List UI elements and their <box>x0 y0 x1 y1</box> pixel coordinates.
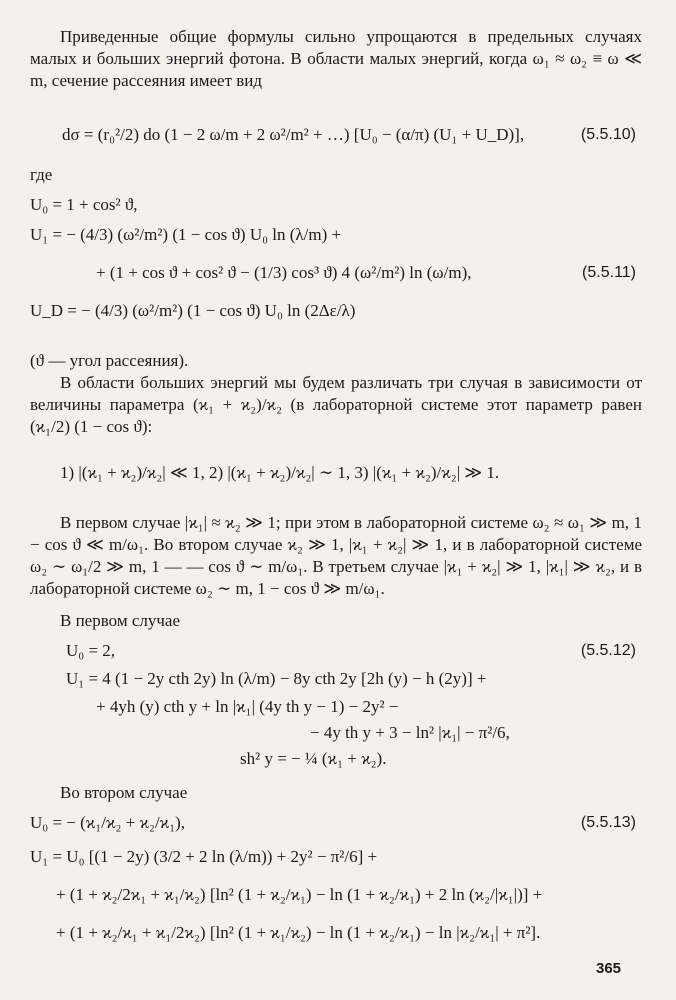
equation-5-5-11-u1: U₁ = − (4/3) (ω²/m²) (1 − cos ϑ) U₀ ln (λ/m) + <box>30 225 342 244</box>
equation-5-5-12-sh: sh² y = − ¼ (ϰ₁ + ϰ₂). <box>240 749 387 768</box>
equation-5-5-11-u1-cont: + (1 + cos ϑ + cos² ϑ − (1/3) cos³ ϑ) 4 (ω²/m²) ln (ω/m), <box>96 263 472 282</box>
first-case-heading: В первом случае <box>60 611 180 630</box>
equation-5-5-13-u0: U₀ = − (ϰ₁/ϰ₂ + ϰ₂/ϰ₁), <box>30 813 186 832</box>
equation-number-5-5-10: (5.5.10) <box>580 126 636 143</box>
equation-5-5-13-u1: U₁ = U₀ [(1 − 2y) (3/2 + 2 ln (λ/m)) + 2y² − π²/6] + <box>30 847 378 866</box>
equation-5-5-12-u0: U₀ = 2, <box>66 641 116 660</box>
high-energy-paragraph: В области больших энергий мы будем различать три случая в зависимости от величины параметра (ϰ₁ + ϰ₂)/ϰ₂ (в лабораторной системе этот параметр равен (ϰ₁/2) (1 − cos ϑ): <box>30 373 642 436</box>
equation-number-5-5-12: (5.5.12) <box>580 642 636 659</box>
theta-note: (ϑ — угол рассеяния). <box>30 351 189 370</box>
where-word: где <box>30 165 53 184</box>
equation-number-5-5-13: (5.5.13) <box>580 814 636 831</box>
equation-5-5-11-ud: U_D = − (4/3) (ω²/m²) (1 − cos ϑ) U₀ ln (2Δε/λ) <box>30 301 356 320</box>
cases-paragraph: В первом случае |ϰ₁| ≈ ϰ₂ ≫ 1; при этом в лабораторной системе ω₂ ≈ ω₁ ≫ m, 1 − cos ϑ ≪ m/ω₁. Во втором случае ϰ₂ ≫ 1, |ϰ₁ + ϰ₂| ≫ 1, и в лабораторной системе ω₂ ∼ ω₁/2 ≫ m, 1 — — cos ϑ ∼ m/ω₁. В третьем случае |ϰ₁ + ϰ₂| ≫ 1, |ϰ₁| ≫ ϰ₂, и в лабораторной системе ω₂ ∼ m, 1 − cos ϑ ≫ m/ω₁. <box>30 513 642 598</box>
equation-5-5-12-u1-cont2: − 4y th y + 3 − ln² |ϰ₁| − π²/6, <box>310 723 510 742</box>
page-number: 365 <box>596 960 622 977</box>
intro-paragraph: Приведенные общие формулы сильно упрощаются в предельных случаях малых и больших энергий фотона. В области малых энергий, когда ω₁ ≈ ω₂ ≡ ω ≪ m, сечение рассеяния имеет вид <box>30 27 642 90</box>
equation-5-5-10: dσ = (r₀²/2) do (1 − 2 ω/m + 2 ω²/m² + …) [U₀ − (α/π) (U₁ + U_D)], <box>62 125 525 144</box>
equation-5-5-12-u1-cont1: + 4yh (y) cth y + ln |ϰ₁| (4y th y − 1) − 2y² − <box>96 697 399 716</box>
equation-5-5-13-u1-cont1: + (1 + ϰ₂/2ϰ₁ + ϰ₁/ϰ₂) [ln² (1 + ϰ₂/ϰ₁) − ln (1 + ϰ₂/ϰ₁) + 2 ln (ϰ₂/|ϰ₁|)] + <box>56 885 543 904</box>
equation-5-5-12-u1: U₁ = 4 (1 − 2y cth 2y) ln (λ/m) − 8y cth 2y [2h (y) − h (2y)] + <box>66 669 487 688</box>
equation-5-5-13-u1-cont2: + (1 + ϰ₂/ϰ₁ + ϰ₁/2ϰ₂) [ln² (1 + ϰ₁/ϰ₂) − ln (1 + ϰ₂/ϰ₁) − ln |ϰ₂/ϰ₁| + π²]. <box>56 923 541 942</box>
equation-number-5-5-11: (5.5.11) <box>582 264 636 281</box>
second-case-heading: Во втором случае <box>60 783 188 802</box>
equation-5-5-11-u0: U₀ = 1 + cos² ϑ, <box>30 195 138 214</box>
three-cases-formula: 1) |(ϰ₁ + ϰ₂)/ϰ₂| ≪ 1, 2) |(ϰ₁ + ϰ₂)/ϰ₂| ∼ 1, 3) |(ϰ₁ + ϰ₂)/ϰ₂| ≫ 1. <box>60 463 500 482</box>
